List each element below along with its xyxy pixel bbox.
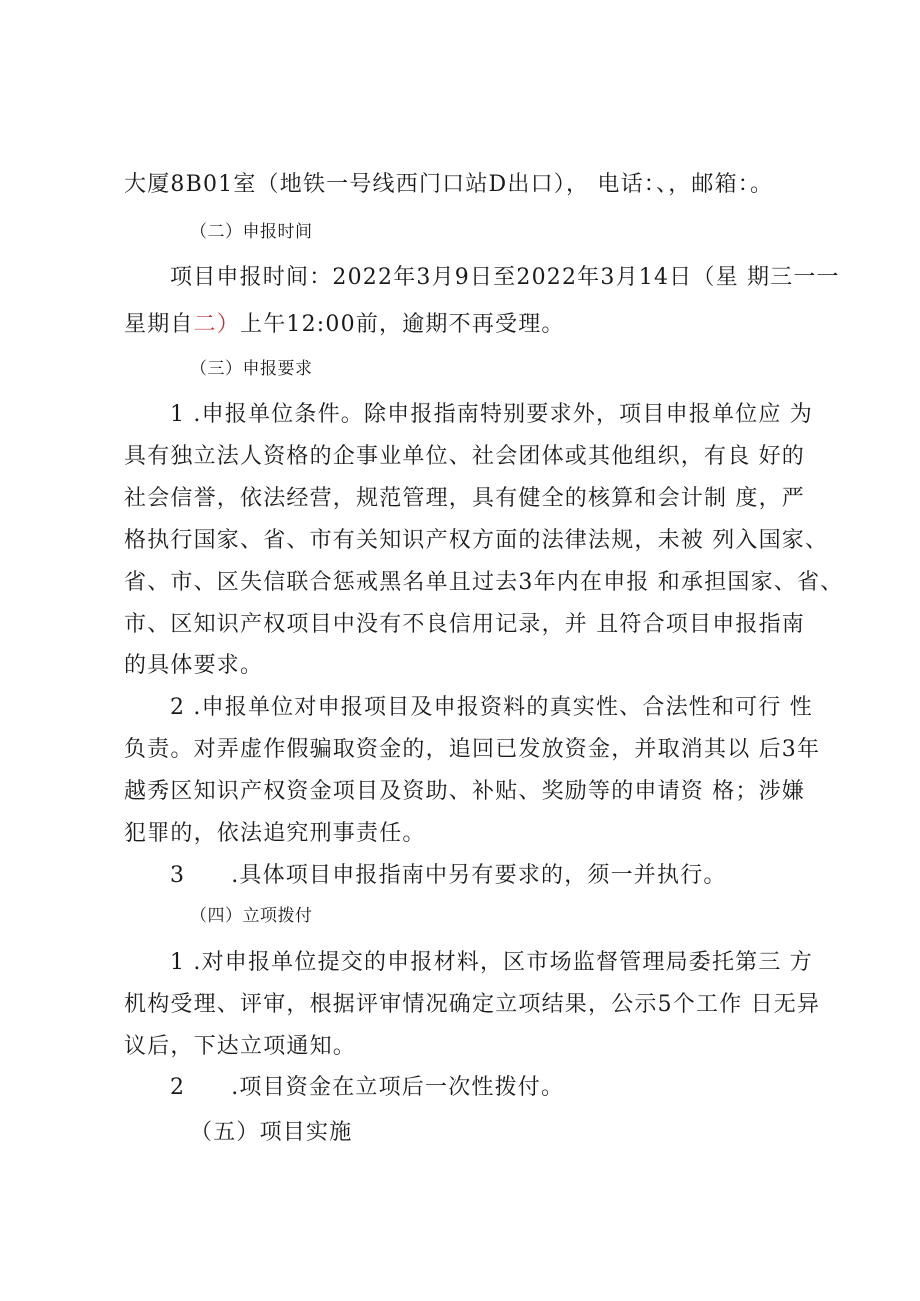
funding-1-line-1: 1 .对申报单位提交的申报材料，区市场监督管理局委托第三 方 <box>170 950 813 975</box>
funding-2-line <box>170 1073 804 1103</box>
funding-1-line-3: 议后，下达立项通知。 <box>124 1034 357 1059</box>
requirement-2-line-4: 犯罪的，依法追究刑事责任。 <box>124 821 426 846</box>
application-time-line-2 <box>124 310 804 340</box>
funding-2-text: .项目资金在立项后一次性拨付。 <box>231 1075 565 1100</box>
application-time-line-1: 项目申报时间：2022年3月9日至2022年3月14日（星 期三一一 <box>170 265 840 290</box>
funding-2-number: 2 <box>170 1075 186 1100</box>
requirement-2-line-1: 2 .申报单位对申报项目及申报资料的真实性、合法性和可行 性 <box>170 695 813 720</box>
section-heading-implementation: （五）项目实施 <box>190 1120 353 1145</box>
deadline-text: 上午12:00前，逾期不再受理。 <box>240 312 565 337</box>
requirement-1-line-3: 社会信誉，依法经营，规范管理，具有健全的核算和会计制 度，严 <box>124 486 805 511</box>
requirement-3-text: .具体项目申报指南中另有要求的，须一并执行。 <box>231 863 727 888</box>
requirement-3-number: 3 <box>170 863 186 888</box>
section-heading-application-time: （二）申报时间 <box>190 222 313 242</box>
requirement-1-line-4: 格执行国家、省、市有关知识产权方面的法律法规，未被 列入国家、 <box>124 528 829 553</box>
funding-1-line-2: 机构受理、评审，根据评审情况确定立项结果，公示5个工作 日无异 <box>124 992 821 1017</box>
requirement-2-line-3: 越秀区知识产权资金项目及资助、补贴、奖励等的申请资 格；涉嫌 <box>124 779 805 804</box>
weekday-text: 星期自 <box>124 312 194 337</box>
requirement-1-line-6: 市、区知识产权项目中没有不良信用记录，并 且符合项目申报指南 <box>124 612 805 637</box>
requirement-3-line <box>170 861 804 891</box>
requirement-1-line-2: 具有独立法人资格的企事业单位、社会团体或其他组织，有良 好的 <box>124 444 805 469</box>
weekday-red-text: 二） <box>193 312 241 337</box>
requirement-2-line-2: 负责。对弄虚作假骗取资金的，追回已发放资金，并取消其以 后3年 <box>124 737 821 762</box>
address-contact-line: 大厦8B01室（地铁一号线西门口站D出口）， 电话：、，邮箱：。 <box>124 172 774 197</box>
section-heading-funding: （四）立项拨付 <box>190 906 313 926</box>
requirement-1-line-7: 的具体要求。 <box>124 653 264 678</box>
section-heading-requirements: （三）申报要求 <box>190 359 313 379</box>
requirement-1-line-1: 1 .申报单位条件。除申报指南特别要求外，项目申报单位应 为 <box>170 402 813 427</box>
requirement-1-line-5: 省、市、区失信联合惩戒黑名单且过去3年内在申报 和承担国家、省、 <box>124 570 844 595</box>
